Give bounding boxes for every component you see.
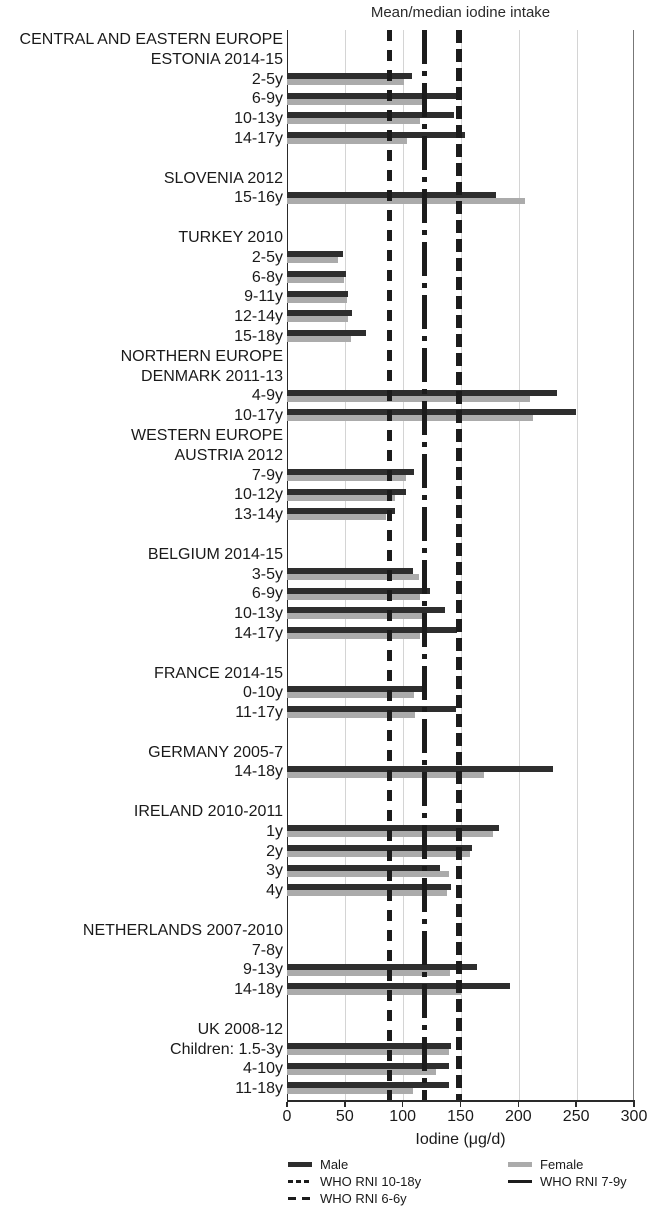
age-group-row [0, 386, 647, 406]
section-label: ESTONIA 2014-15 [150, 50, 283, 68]
x-tick-label: 50 [335, 1108, 354, 1125]
bars-area [287, 980, 647, 1000]
age-group-row [0, 466, 647, 486]
bars-area [287, 565, 647, 585]
female-bar [287, 415, 533, 421]
bars-area [287, 327, 647, 347]
bars-area [287, 683, 647, 703]
legend-item [508, 1173, 627, 1190]
legend-item [288, 1190, 421, 1207]
female-bar [287, 871, 449, 877]
age-group-label: 6-9y [251, 585, 283, 603]
bars-area [287, 505, 647, 525]
age-group-label: 11-18y [235, 1080, 283, 1098]
female-bar [287, 989, 461, 995]
bars-area [287, 129, 647, 149]
bars-area [287, 881, 647, 901]
section-header-row [0, 228, 647, 248]
age-group-label: 9-11y [244, 288, 283, 306]
bars-area [287, 644, 647, 664]
age-group-row [0, 881, 647, 901]
legend-column [508, 1156, 627, 1190]
spacer-row [0, 149, 647, 169]
age-group-label: 10-13y [234, 605, 283, 623]
x-tick [518, 1102, 520, 1107]
female-bar [287, 613, 422, 619]
age-group-row [0, 287, 647, 307]
x-tick [286, 1102, 288, 1107]
age-group-label: 6-8y [251, 268, 283, 286]
female-bar [287, 712, 415, 718]
age-group-label: 6-9y [251, 90, 283, 108]
female-swatch-icon [508, 1162, 532, 1167]
age-group-label: 4-10y [242, 1060, 283, 1078]
bars-area [287, 842, 647, 862]
bars-area [287, 782, 647, 802]
age-group-row [0, 683, 647, 703]
female-bar [287, 633, 420, 639]
section-label: UK 2008-12 [197, 1020, 283, 1038]
section-label: FRANCE 2014-15 [154, 664, 283, 682]
dash-small-swatch-icon [288, 1180, 312, 1183]
bars-area [287, 762, 647, 782]
bars-area [287, 1020, 647, 1040]
age-group-label [0, 723, 287, 743]
section-label: AUSTRIA 2012 [174, 446, 283, 464]
female-bar [287, 495, 395, 501]
x-tick-label: 100 [389, 1108, 417, 1125]
bars-area [287, 109, 647, 129]
legend-label: WHO RNI 10-18y [320, 1174, 422, 1189]
bars-area [287, 901, 647, 921]
female-bar [287, 772, 484, 778]
bars-area [287, 1000, 647, 1020]
age-group-row [0, 703, 647, 723]
age-group-row [0, 941, 647, 961]
bars-area [287, 70, 647, 90]
age-group-label: 4-9y [251, 387, 283, 405]
x-tick-label: 0 [282, 1108, 292, 1125]
bars-area [287, 208, 647, 228]
section-label: SLOVENIA 2012 [163, 169, 283, 187]
bars-area [287, 485, 647, 505]
age-group-row [0, 1059, 647, 1079]
bars-area [287, 1059, 647, 1079]
age-group-label: 1y [266, 822, 283, 840]
section-header-row [0, 743, 647, 763]
female-bar [287, 198, 525, 204]
legend-item [288, 1156, 421, 1173]
bars-area [287, 446, 647, 466]
age-group-row [0, 188, 647, 208]
age-group-row [0, 485, 647, 505]
section-header-row [0, 545, 647, 565]
age-group-label: 7-9y [251, 466, 283, 484]
age-group-label: 14-17y [234, 624, 283, 642]
female-bar [287, 692, 414, 698]
spacer-row [0, 901, 647, 921]
section-header-row [0, 664, 647, 684]
bars-area [287, 545, 647, 565]
spacer-row [0, 723, 647, 743]
age-group-row [0, 89, 647, 109]
section-label: TURKEY 2010 [178, 228, 283, 246]
bars-area [287, 624, 647, 644]
age-group-row [0, 505, 647, 525]
bars-area [287, 149, 647, 169]
x-tick [402, 1102, 404, 1107]
bars-area [287, 1079, 647, 1099]
bars-area [287, 604, 647, 624]
female-bar [287, 594, 420, 600]
age-group-label: 4y [266, 882, 283, 900]
chart-title: Mean/median iodine intake [370, 4, 551, 21]
age-group-row [0, 624, 647, 644]
age-group-label: 9-13y [242, 961, 283, 979]
female-bar [287, 316, 348, 322]
spacer-row [0, 525, 647, 545]
age-group-row [0, 980, 647, 1000]
age-group-label: 14-18y [234, 981, 283, 999]
age-group-label: 11-17y [235, 704, 283, 722]
age-group-label [0, 208, 287, 228]
age-group-label [0, 1000, 287, 1020]
section-label: GERMANY 2005-7 [148, 743, 283, 761]
spacer-row [0, 208, 647, 228]
age-group-label: 7-8y [251, 941, 283, 959]
bars-area [287, 50, 647, 70]
bars-area [287, 466, 647, 486]
bars-area [287, 525, 647, 545]
section-header-row [0, 921, 647, 941]
legend-item [288, 1173, 421, 1190]
age-group-row [0, 565, 647, 585]
bars-area [287, 386, 647, 406]
section-label: NORTHERN EUROPE [120, 347, 283, 365]
female-bar [287, 396, 530, 402]
age-group-label: 15-18y [234, 327, 283, 345]
x-tick [460, 1102, 462, 1107]
bars-area [287, 941, 647, 961]
section-label: BELGIUM 2014-15 [147, 545, 283, 563]
female-bar [287, 277, 344, 283]
legend-label: Male [320, 1157, 349, 1172]
age-group-label: 2y [266, 842, 283, 860]
age-group-row [0, 822, 647, 842]
age-group-label: Children: 1.5-3y [170, 1040, 283, 1058]
x-tick [633, 1102, 635, 1107]
x-tick [575, 1102, 577, 1107]
age-group-row [0, 762, 647, 782]
section-header-row [0, 347, 647, 367]
age-group-row [0, 129, 647, 149]
age-group-row [0, 960, 647, 980]
age-group-label: 13-14y [234, 506, 283, 524]
spacer-row [0, 1000, 647, 1020]
age-group-label: 14-18y [234, 763, 283, 781]
bars-area [287, 664, 647, 684]
x-tick [344, 1102, 346, 1107]
bars-area [287, 169, 647, 189]
age-group-label: 2-5y [251, 70, 283, 88]
bars-area [287, 861, 647, 881]
age-group-label: 3y [266, 862, 283, 880]
x-tick-label: 150 [447, 1108, 474, 1125]
section-header-row [0, 50, 647, 70]
female-bar [287, 118, 420, 124]
age-group-label: 12-14y [234, 308, 283, 326]
female-bar [287, 79, 404, 85]
bars-area [287, 268, 647, 288]
legend-label: Female [540, 1157, 584, 1172]
female-bar [287, 890, 447, 896]
bars-area [287, 228, 647, 248]
age-group-row [0, 327, 647, 347]
age-group-label: 3-5y [251, 565, 283, 583]
age-group-label: 10-17y [234, 407, 283, 425]
bars-area [287, 367, 647, 387]
x-tick-label: 300 [620, 1108, 647, 1125]
spacer-row [0, 644, 647, 664]
age-group-row [0, 842, 647, 862]
bars-area [287, 921, 647, 941]
bars-area [287, 802, 647, 822]
section-header-row [0, 1020, 647, 1040]
x-tick-label: 200 [504, 1108, 532, 1125]
female-bar [287, 257, 338, 263]
legend-item [508, 1156, 627, 1173]
section-header-row [0, 30, 647, 50]
bars-area [287, 347, 647, 367]
age-group-label: 2-5y [251, 248, 283, 266]
female-bar [287, 574, 419, 580]
bars-area [287, 743, 647, 763]
male-swatch-icon [288, 1162, 312, 1167]
age-group-label: 0-10y [242, 684, 283, 702]
female-bar [287, 475, 406, 481]
bars-area [287, 1040, 647, 1060]
bars-area [287, 307, 647, 327]
age-group-label: 15-16y [234, 189, 283, 207]
section-label: WESTERN EUROPE [130, 426, 283, 444]
age-group-row [0, 1040, 647, 1060]
legend-column [288, 1156, 421, 1207]
section-header-row [0, 426, 647, 446]
age-group-label [0, 901, 287, 921]
age-group-label [0, 644, 287, 664]
age-group-row [0, 268, 647, 288]
age-group-row [0, 406, 647, 426]
bars-area [287, 584, 647, 604]
dash-large-swatch-icon [288, 1197, 312, 1200]
bars-area [287, 188, 647, 208]
female-bar [287, 99, 422, 105]
bars-area [287, 822, 647, 842]
age-group-label [0, 525, 287, 545]
age-group-row [0, 1079, 647, 1099]
age-group-row [0, 307, 647, 327]
bars-area [287, 406, 647, 426]
age-group-row [0, 70, 647, 90]
female-bar [287, 336, 351, 342]
section-label: IRELAND 2010-2011 [133, 803, 283, 821]
solid-swatch-icon [508, 1180, 532, 1183]
age-group-row [0, 109, 647, 129]
section-header-row [0, 802, 647, 822]
female-bar [287, 297, 347, 303]
female-bar [287, 831, 493, 837]
age-group-label: 10-13y [234, 110, 283, 128]
bars-area [287, 703, 647, 723]
section-label: DENMARK 2011-13 [141, 367, 283, 385]
female-bar [287, 851, 470, 857]
bar-rows [0, 30, 647, 1099]
legend-label: WHO RNI 7-9y [540, 1174, 627, 1189]
section-label: CENTRAL AND EASTERN EUROPE [19, 31, 283, 48]
section-header-row [0, 367, 647, 387]
female-bar [287, 514, 386, 520]
female-bar [287, 138, 407, 144]
female-bar [287, 1088, 413, 1094]
bars-area [287, 248, 647, 268]
age-group-label [0, 782, 287, 802]
bars-area [287, 30, 647, 50]
legend-label: WHO RNI 6-6y [320, 1191, 407, 1206]
bars-area [287, 287, 647, 307]
age-group-label: 14-17y [234, 129, 283, 147]
age-group-label [0, 149, 287, 169]
age-group-row [0, 861, 647, 881]
age-group-row [0, 584, 647, 604]
age-group-row [0, 248, 647, 268]
age-group-row [0, 604, 647, 624]
x-axis-title: Iodine (μg/d) [415, 1131, 506, 1148]
bars-area [287, 960, 647, 980]
female-bar [287, 970, 450, 976]
section-header-row [0, 446, 647, 466]
bars-area [287, 723, 647, 743]
section-header-row [0, 169, 647, 189]
age-group-label: 10-12y [234, 486, 283, 504]
female-bar [287, 1049, 449, 1055]
bars-area [287, 89, 647, 109]
spacer-row [0, 782, 647, 802]
female-bar [287, 1069, 436, 1075]
bars-area [287, 426, 647, 446]
section-label: NETHERLANDS 2007-2010 [82, 921, 283, 939]
x-tick-label: 250 [562, 1108, 590, 1125]
